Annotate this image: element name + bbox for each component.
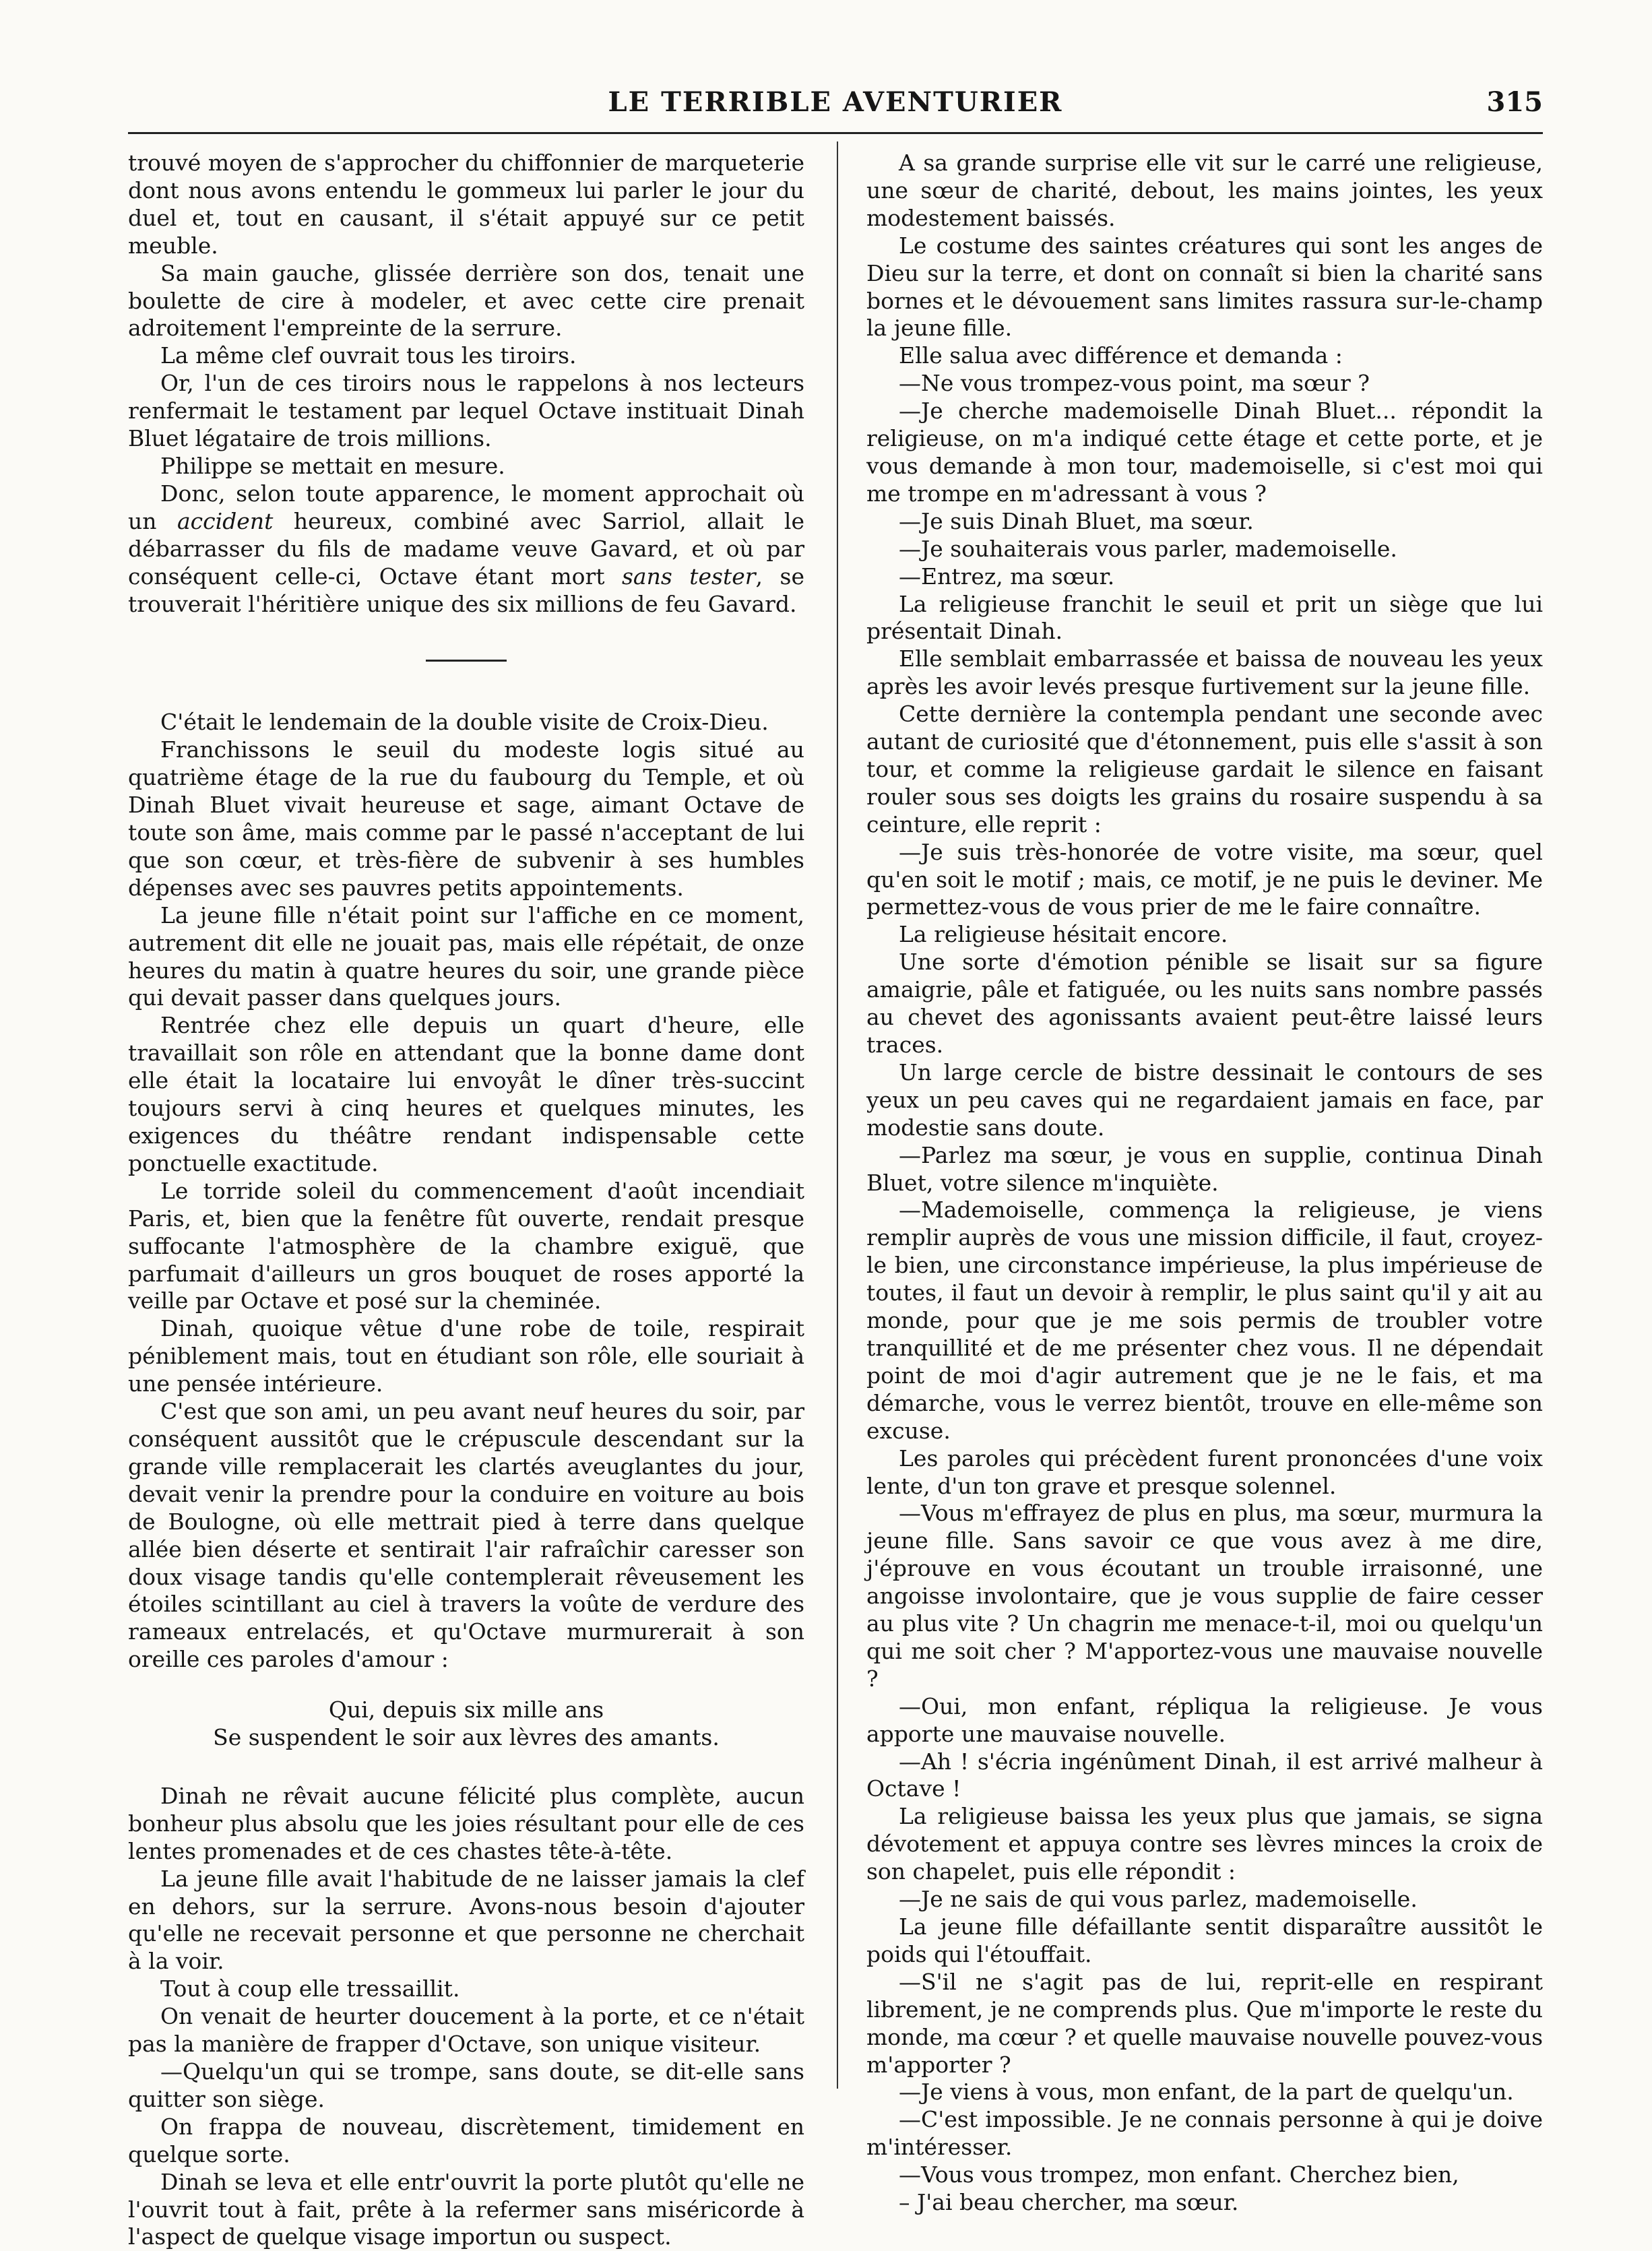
paragraph: Un large cercle de bistre dessinait le contours de ses yeux un peu caves qui ne regardaient jamais en face, par modestie sans doute. xyxy=(866,1058,1543,1141)
verse-line: Se suspendent le soir aux lèvres des amants. xyxy=(213,1724,720,1751)
running-title: LE TERRIBLE AVENTURIER xyxy=(608,86,1063,118)
paragraph: Le torride soleil du commencement d'août incendiait Paris, et, bien que la fenêtre fût ouverte, rendait presque suffocante l'atmosphère de la chambre exiguë, que parfumait d'ailleurs un gros bouquet de roses apporté la veille par Octave et posé sur la cheminée. xyxy=(128,1177,804,1314)
text-run: heureux, combiné avec Sarriol, allait le débarrasser du fils de madame veuve Gavard, et où par conséquent celle-ci, Octave étant mort xyxy=(128,507,804,590)
page-header xyxy=(128,86,1543,124)
paragraph: —Je cherche mademoiselle Dinah Bluet... répondit la religieuse, on m'a indiqué cette étage et cette porte, et je vous demande à mon tour, mademoiselle, si c'est moi qui me trompe en m'adressant à vous ? xyxy=(866,398,1543,507)
paragraph: Dinah, quoique vêtue d'une robe de toile, respirait péniblement mais, tout en étudiant son rôle, elle souriait à une pensée intérieure. xyxy=(128,1315,804,1397)
paragraph: —Ah ! s'écria ingénûment Dinah, il est arrivé malheur à Octave ! xyxy=(866,1748,1543,1802)
text-run: , se trouverait l'héritière unique des six millions de feu Gavard. xyxy=(128,563,804,617)
right-column xyxy=(866,150,1543,2217)
paragraph: Franchissons le seuil du modeste logis situé au quatrième étage de la rue du faubourg du Temple, et où Dinah Bluet vivait heureuse et sage, aimant Octave de toute son âme, mais comme par le passé n'acceptant de lui que son cœur, et très-fière de subvenir à ses humbles dépenses avec ses pauvres petits appointements. xyxy=(128,736,804,901)
paragraph: A sa grande surprise elle vit sur le carré une religieuse, une sœur de charité, debout, les mains jointes, les yeux modestement baissés. xyxy=(866,150,1543,231)
header-rule xyxy=(128,132,1543,134)
paragraph: Elle salua avec différence et demanda : xyxy=(899,342,1343,369)
paragraph: —Je suis très-honorée de votre visite, ma sœur, quel qu'en soit le motif ; mais, ce motif, je ne puis le deviner. Me permettez-vous de vous prier de me le faire connaître. xyxy=(866,838,1543,920)
paragraph: Tout à coup elle tressaillit. xyxy=(160,1975,460,2002)
paragraph: trouvé moyen de s'approcher du chiffonnier de marqueterie dont nous avons entendu le gommeux lui parler le jour du duel et, tout en causant, il s'était appuyé sur ce petit meuble. xyxy=(128,150,804,259)
paragraph: Sa main gauche, glissée derrière son dos, tenait une boulette de cire à modeler, et avec cette cire prenait adroitement l'empreinte de la serrure. xyxy=(128,259,804,342)
section-separator xyxy=(426,660,507,662)
paragraph: —Mademoiselle, commença la religieuse, je viens remplir auprès de vous une mission difficile, il faut, croyez-le bien, une circonstance impérieuse, la plus impérieuse de toutes, il faut un devoir à remplir, le plus saint qu'il y ait au monde, pour que je me sois permis de troubler votre tranquillité et de me présenter chez vous. Il ne dépendait point de moi d'agir autrement que je ne le fais, et ma démarche, vous le verrez bientôt, trouve en elle-même son excuse. xyxy=(866,1197,1543,1444)
emphasis: accident xyxy=(177,507,274,534)
paragraph: Une sorte d'émotion pénible se lisait sur sa figure amaigrie, pâle et fatiguée, ou les nuits sans nombre passés au chevet des agonissants avaient peut-être laissé leurs traces. xyxy=(866,949,1543,1058)
paragraph: La jeune fille n'était point sur l'affiche en ce moment, autrement dit elle ne jouait pas, mais elle répétait, de onze heures du matin à quatre heures du soir, une grande pièce qui devait passer dans quelques jours. xyxy=(128,901,804,1011)
verse-line: Qui, depuis six mille ans xyxy=(328,1697,604,1723)
paragraph: La religieuse hésitait encore. xyxy=(899,921,1228,948)
paragraph: Les paroles qui précèdent furent prononcées d'une voix lente, d'un ton grave et presque solennel. xyxy=(866,1445,1543,1499)
paragraph: Dinah se leva et elle entr'ouvrit la porte plutôt qu'elle ne l'ouvrit tout à fait, prête à la refermer sans miséricorde à l'aspect de quelque visage importun ou suspect. xyxy=(128,2168,804,2250)
paragraph: —Vous vous trompez, mon enfant. Cherchez bien, xyxy=(899,2161,1459,2188)
paragraph: Dinah ne rêvait aucune félicité plus complète, aucun bonheur plus absolu que les joies résultant pour elle de ces lentes promenades et de ces chastes tête-à-tête. xyxy=(128,1782,804,1864)
paragraph: —Oui, mon enfant, répliqua la religieuse. Je vous apporte une mauvaise nouvelle. xyxy=(866,1692,1543,1747)
paragraph: Philippe se mettait en mesure. xyxy=(160,452,505,479)
verse-quote xyxy=(128,1697,804,1752)
emphasis: sans tester xyxy=(621,563,756,590)
paragraph: C'était le lendemain de la double visite de Croix-Dieu. xyxy=(160,709,769,736)
page-number: 315 xyxy=(1486,86,1543,118)
paragraph: —Je suis Dinah Bluet, ma sœur. xyxy=(899,507,1254,534)
paragraph: —Je viens à vous, mon enfant, de la part de quelqu'un. xyxy=(899,2079,1514,2105)
paragraph: C'est que son ami, un peu avant neuf heures du soir, par conséquent aussitôt que le crépuscule descendant sur la grande ville remplacerait les clartés aveuglantes du jour, devait venir la prendre pour la conduire en voiture au bois de Boulogne, où elle mettrait pied à terre dans quelque allée bien déserte et sentirait l'air rafraîchir caresser son doux visage tandis qu'elle contemplerait rêveusement les étoiles scintillant au ciel à travers la voûte de verdure des rameaux entrelacés, et qu'Octave murmurerait à son oreille ces paroles d'amour : xyxy=(128,1398,804,1673)
paragraph: La religieuse franchit le seuil et prit un siège que lui présentait Dinah. xyxy=(866,590,1543,645)
paragraph: —Je souhaiterais vous parler, mademoiselle. xyxy=(899,535,1397,562)
column-divider xyxy=(837,141,838,2089)
paragraph: La religieuse baissa les yeux plus que jamais, se signa dévotement et appuya contre ses lèvres minces la croix de son chapelet, puis elle répondit : xyxy=(866,1803,1543,1885)
paragraph: La même clef ouvrait tous les tiroirs. xyxy=(160,342,577,369)
paragraph: – J'ai beau chercher, ma sœur. xyxy=(899,2189,1239,2216)
paragraph: —Vous m'effrayez de plus en plus, ma sœur, murmura la jeune fille. Sans savoir ce que vous avez à me dire, j'éprouve en vous écoutant un trouble irraisonné, une angoisse involontaire, que je vous supplie de faire cesser au plus vite ? Un chagrin me menace-t-il, moi ou quelqu'un qui me soit cher ? M'apportez-vous une mauvaise nouvelle ? xyxy=(866,1500,1543,1692)
paragraph: —Ne vous trompez-vous point, ma sœur ? xyxy=(899,370,1370,397)
paragraph: Rentrée chez elle depuis un quart d'heure, elle travaillait son rôle en attendant que la bonne dame dont elle était la locataire lui envoyât le dîner très-succint toujours servi à cinq heures et quelques minutes, les exigences du théâtre rendant indispensable cette ponctuelle exactitude. xyxy=(128,1012,804,1176)
paragraph: Cette dernière la contempla pendant une seconde avec autant de curiosité que d'étonnement, puis elle s'assit à son tour, et comme la religieuse gardait le silence en faisant rouler sous ses doigts les grains du rosaire suspendu à sa ceinture, elle reprit : xyxy=(866,701,1543,837)
paragraph: —S'il ne s'agit pas de lui, reprit-elle en respirant librement, je ne comprends plus. Que m'importe le reste du monde, ma cœur ? et quelle mauvaise nouvelle pouvez-vous m'apporter ? xyxy=(866,1968,1544,2078)
paragraph: La jeune fille avait l'habitude de ne laisser jamais la clef en dehors, sur la serrure. Avons-nous besoin d'ajouter qu'elle ne recevait personne et que personne ne cherchait à la voir. xyxy=(128,1865,804,1975)
paragraph: —C'est impossible. Je ne connais personne à qui je doive m'intéresser. xyxy=(866,2106,1543,2161)
paragraph: —Entrez, ma sœur. xyxy=(899,563,1115,590)
paragraph xyxy=(128,480,804,619)
paragraph: Elle semblait embarrassée et baissa de nouveau les yeux après les avoir levés presque furtivement sur la jeune fille. xyxy=(866,645,1543,700)
text-run: Donc, selon toute apparence, le moment approchait où un xyxy=(128,480,804,534)
paragraph: —Parlez ma sœur, je vous en supplie, continua Dinah Bluet, votre silence m'inquiète. xyxy=(866,1141,1543,1196)
paragraph: On frappa de nouveau, discrètement, timidement en quelque sorte. xyxy=(128,2113,804,2167)
paragraph: On venait de heurter doucement à la porte, et ce n'était pas la manière de frapper d'Octave, son unique visiteur. xyxy=(128,2003,804,2058)
paragraph: Le costume des saintes créatures qui sont les anges de Dieu sur la terre, et dont on connaît si bien la charité sans bornes et le dévouement sans limites rassura sur-le-champ la jeune fille. xyxy=(866,232,1543,342)
paragraph: —Quelqu'un qui se trompe, sans doute, se dit-elle sans quitter son siège. xyxy=(128,2058,804,2112)
paragraph: La jeune fille défaillante sentit disparaître aussitôt le poids qui l'étouffait. xyxy=(866,1913,1543,1967)
left-column xyxy=(128,150,804,2251)
paragraph: Or, l'un de ces tiroirs nous le rappelons à nos lecteurs renfermait le testament par lequel Octave instituait Dinah Bluet légataire de trois millions. xyxy=(128,370,804,452)
paragraph: —Je ne sais de qui vous parlez, mademoiselle. xyxy=(899,1886,1418,1913)
